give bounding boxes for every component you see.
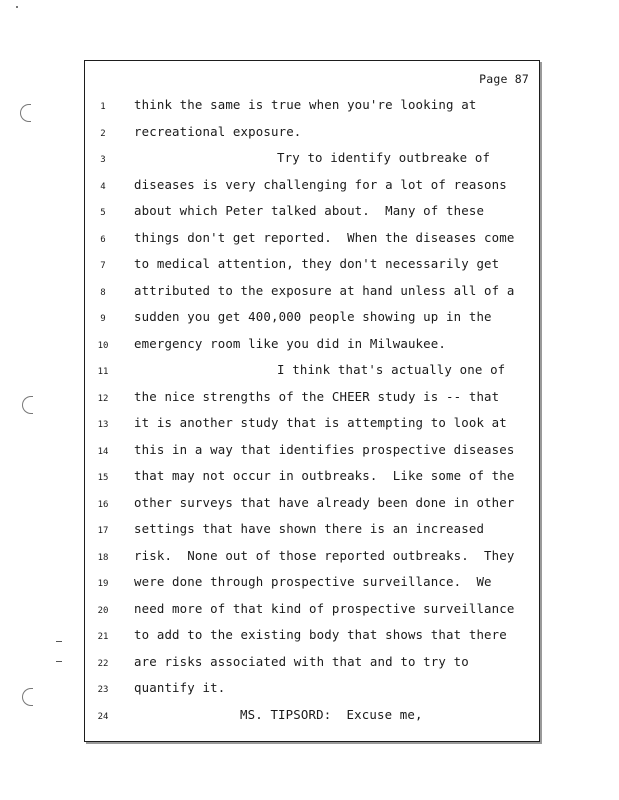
margin-mark (56, 661, 62, 662)
transcript-line (85, 336, 539, 354)
transcript-line (85, 521, 539, 539)
line-number: 3 (100, 155, 106, 165)
line-number: 21 (97, 632, 109, 642)
transcript-line (85, 256, 539, 274)
line-text: think the same is true when you're looking at (134, 97, 477, 112)
line-number: 20 (97, 605, 109, 616)
line-number: 16 (97, 499, 109, 510)
line-text: quantify it. (134, 680, 226, 695)
line-number: 10 (97, 340, 109, 351)
transcript-line (85, 574, 539, 592)
line-text: to add to the existing body that shows that there (134, 627, 507, 642)
line-number: 2 (100, 128, 106, 139)
line-text: recreational exposure. (134, 123, 302, 139)
line-number: 13 (97, 420, 109, 430)
punch-hole-middle (22, 396, 33, 414)
line-text: it is another study that is attempting to look at (134, 415, 507, 430)
line-text: need more of that kind of prospective surveillance (134, 600, 515, 616)
transcript-line (85, 97, 539, 115)
transcript-line (85, 124, 539, 142)
line-number: 23 (97, 685, 109, 695)
line-number: 4 (100, 181, 106, 192)
transcript-line (85, 415, 539, 433)
line-number: 11 (97, 367, 109, 377)
transcript-line (85, 283, 539, 301)
line-number: 15 (97, 473, 109, 483)
scan-speck (16, 6, 18, 8)
speaker-line-text: MS. TIPSORD: Excuse me, (240, 706, 423, 722)
line-number: 24 (97, 711, 109, 722)
line-text: this in a way that identifies prospective diseases (134, 441, 515, 457)
transcript-line (85, 495, 539, 513)
line-number: 22 (97, 658, 109, 669)
line-number: 12 (97, 393, 109, 404)
line-text: things don't get reported. When the diseases come (134, 229, 515, 245)
transcript-line (85, 389, 539, 407)
line-number: 17 (97, 526, 109, 536)
transcript-line (85, 468, 539, 486)
line-number: 6 (100, 234, 106, 245)
line-text: were done through prospective surveillance. We (134, 574, 492, 589)
line-number: 14 (97, 446, 109, 457)
line-number: 8 (100, 287, 106, 298)
line-number: 1 (100, 102, 106, 112)
transcript-line (85, 203, 539, 221)
line-text: sudden you get 400,000 people showing up in the (134, 309, 492, 324)
transcript-page (84, 60, 540, 742)
line-number: 18 (97, 552, 109, 563)
line-text: other surveys that have already been done in other (134, 494, 515, 510)
transcript-line (85, 601, 539, 619)
line-text: to medical attention, they don't necessarily get (134, 256, 500, 271)
line-text: diseases is very challenging for a lot of reasons (134, 176, 507, 192)
line-text: Try to identify outbreake of (277, 150, 491, 165)
line-number: 5 (100, 208, 106, 218)
transcript-line (85, 548, 539, 566)
transcript-line (85, 309, 539, 327)
line-number: 19 (97, 579, 109, 589)
line-number: 7 (100, 261, 106, 271)
margin-mark (56, 641, 62, 642)
line-text: emergency room like you did in Milwaukee. (134, 335, 447, 351)
line-number: 9 (100, 314, 106, 324)
page-number: Page 87 (479, 72, 529, 86)
transcript-line (85, 707, 539, 725)
line-text: that may not occur in outbreaks. Like some of the (134, 468, 515, 483)
transcript-line (85, 362, 539, 380)
transcript-line (85, 627, 539, 645)
line-text: about which Peter talked about. Many of these (134, 203, 485, 218)
line-text: are risks associated with that and to try to (134, 653, 469, 669)
line-text: I think that's actually one of (277, 362, 506, 377)
transcript-line (85, 230, 539, 248)
transcript-line (85, 150, 539, 168)
transcript-line (85, 442, 539, 460)
transcript-line (85, 680, 539, 698)
line-text: the nice strengths of the CHEER study is -- that (134, 388, 500, 404)
line-text: settings that have shown there is an increased (134, 521, 485, 536)
punch-hole-bottom (22, 688, 33, 706)
punch-hole-top (20, 104, 31, 122)
transcript-line (85, 177, 539, 195)
line-text: attributed to the exposure at hand unless all of a (134, 282, 515, 298)
line-text: risk. None out of those reported outbreaks. They (134, 547, 515, 563)
transcript-line (85, 654, 539, 672)
